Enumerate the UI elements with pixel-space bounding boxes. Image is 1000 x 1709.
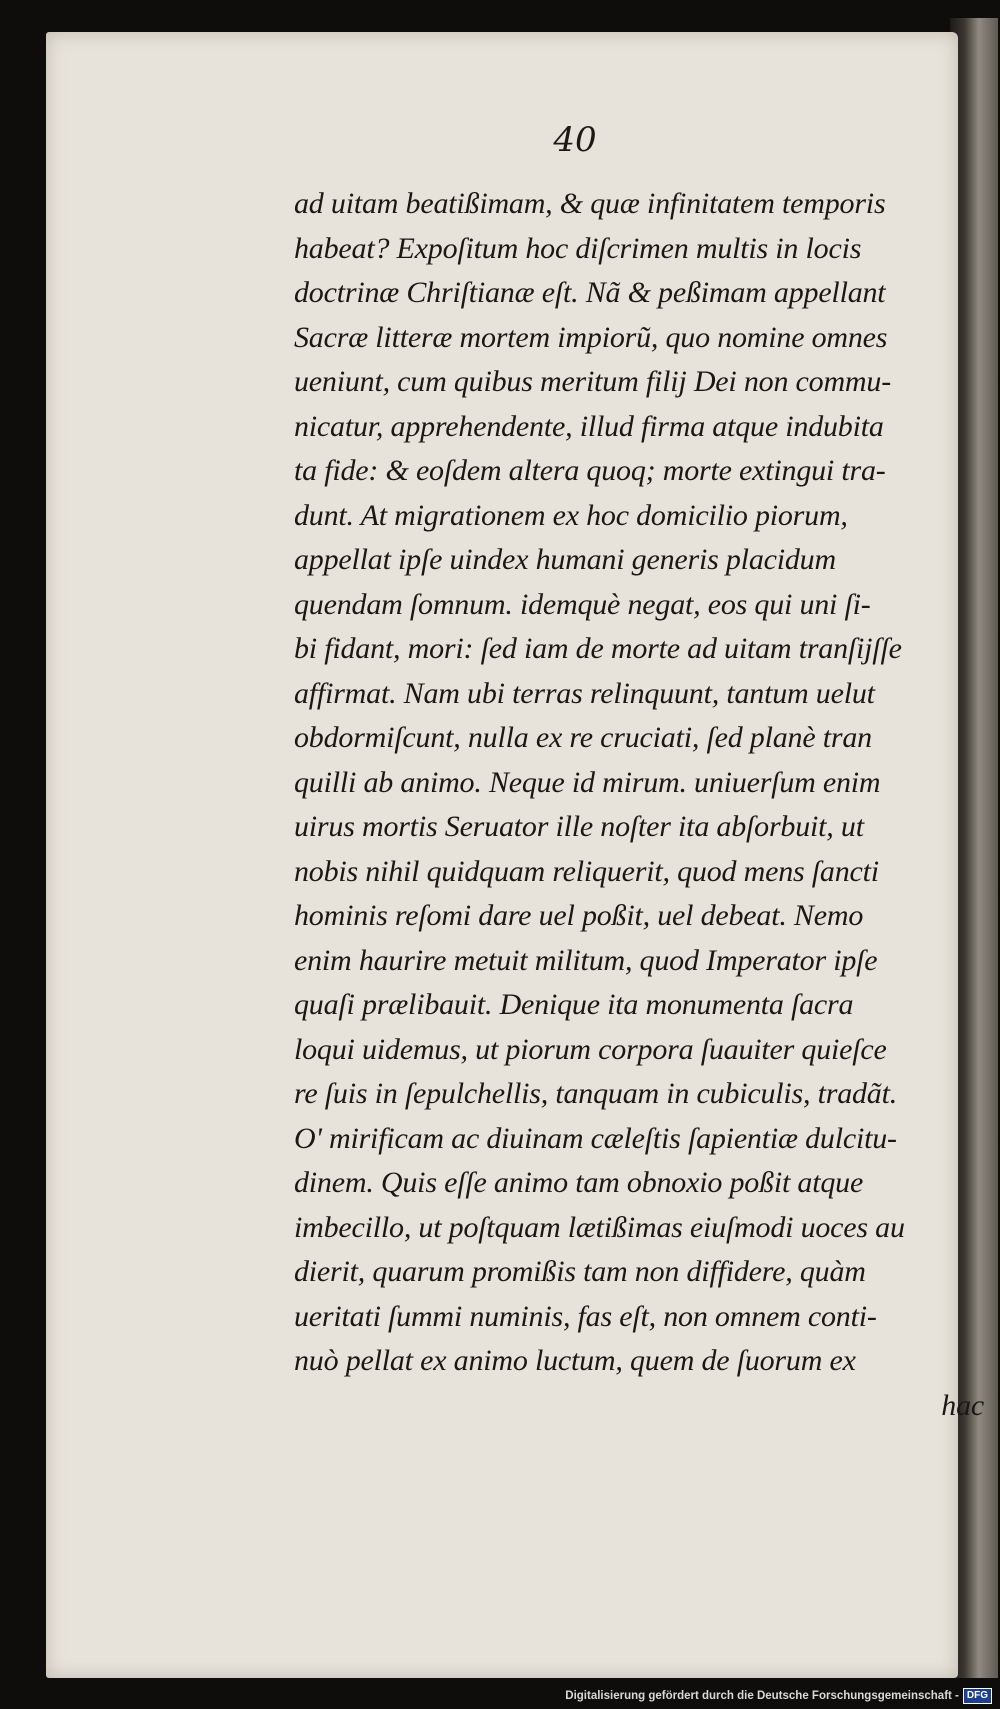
text-block [294,182,984,1428]
text-line: hominis reſomi dare uel poßit, uel debeat. Nemo [294,899,864,932]
digitization-footer [0,1683,1000,1709]
book-page [46,32,984,1678]
text-line: dunt. At migrationem ex hoc domicilio piorum, [294,498,848,532]
text-line: re ſuis in ſepulchellis, tanquam in cubiculis, tradãt. [294,1077,898,1110]
dfg-logo: DFG [963,1688,992,1704]
text-line: bi fidant, mori: ſed iam de morte ad uitam tranſijſſe [294,632,902,665]
text-line: habeat? Expoſitum hoc diſcrimen multis in locis [294,231,862,265]
text-line: quendam ſomnum. idemquè negat, eos qui uni ſi- [294,587,871,621]
text-line: nobis nihil quidquam reliquerit, quod mens ſancti [294,854,879,888]
text-line: O' mirificam ac diuinam cæleſtis ſapientiæ dulcitu- [294,1121,897,1155]
text-line: nicatur, apprehendente, illud firma atque indubita [294,409,884,443]
funding-credit: Digitalisierung gefördert durch die Deutsche Forschungsgemeinschaft - [565,1690,959,1702]
text-line: ad uitam beatißimam, & quæ infinitatem temporis [294,187,886,220]
text-line: dinem. Quis eſſe animo tam obnoxio poßit atque [294,1166,864,1199]
text-line: nuò pellat ex animo luctum, quem de ſuorum ex [294,1344,856,1377]
text-line: ta fide: & eoſdem altera quoq; morte extingui tra- [294,454,886,487]
text-line: doctrinæ Chriſtianæ eſt. Nã & peßimam appellant [294,276,886,309]
text-line: ueritati ſummi numinis, fas eſt, non omnem conti- [294,1299,877,1333]
text-line: uirus mortis Seruator ille noſter ita abſorbuit, ut [294,810,864,843]
text-line: obdormiſcunt, nulla ex re cruciati, ſed planè tran [294,721,872,754]
text-line: enim haurire metuit militum, quod Imperator ipſe [294,943,878,977]
text-line: imbecillo, ut poſtquam lætißimas eiuſmodi uoces au [294,1210,905,1244]
text-line: quilli ab animo. Neque id mirum. uniuerſum enim [294,765,881,799]
page-number: 40 [553,120,597,160]
text-line: ueniunt, cum quibus meritum filij Dei non commu- [294,365,891,398]
text-line: affirmat. Nam ubi terras relinquunt, tantum uelut [294,676,875,710]
catchword: hac [941,1388,984,1422]
text-line: loqui uidemus, ut piorum corpora ſuauiter quieſce [294,1032,887,1066]
text-line: quaſi prælibauit. Denique ita monumenta ſacra [294,988,854,1021]
text-line: Sacræ litteræ mortem impiorũ, quo nomine omnes [294,320,888,354]
text-line: dierit, quarum promißis tam non diffidere, quàm [294,1255,866,1288]
text-line: appellat ipſe uindex humani generis placidum [294,543,836,576]
